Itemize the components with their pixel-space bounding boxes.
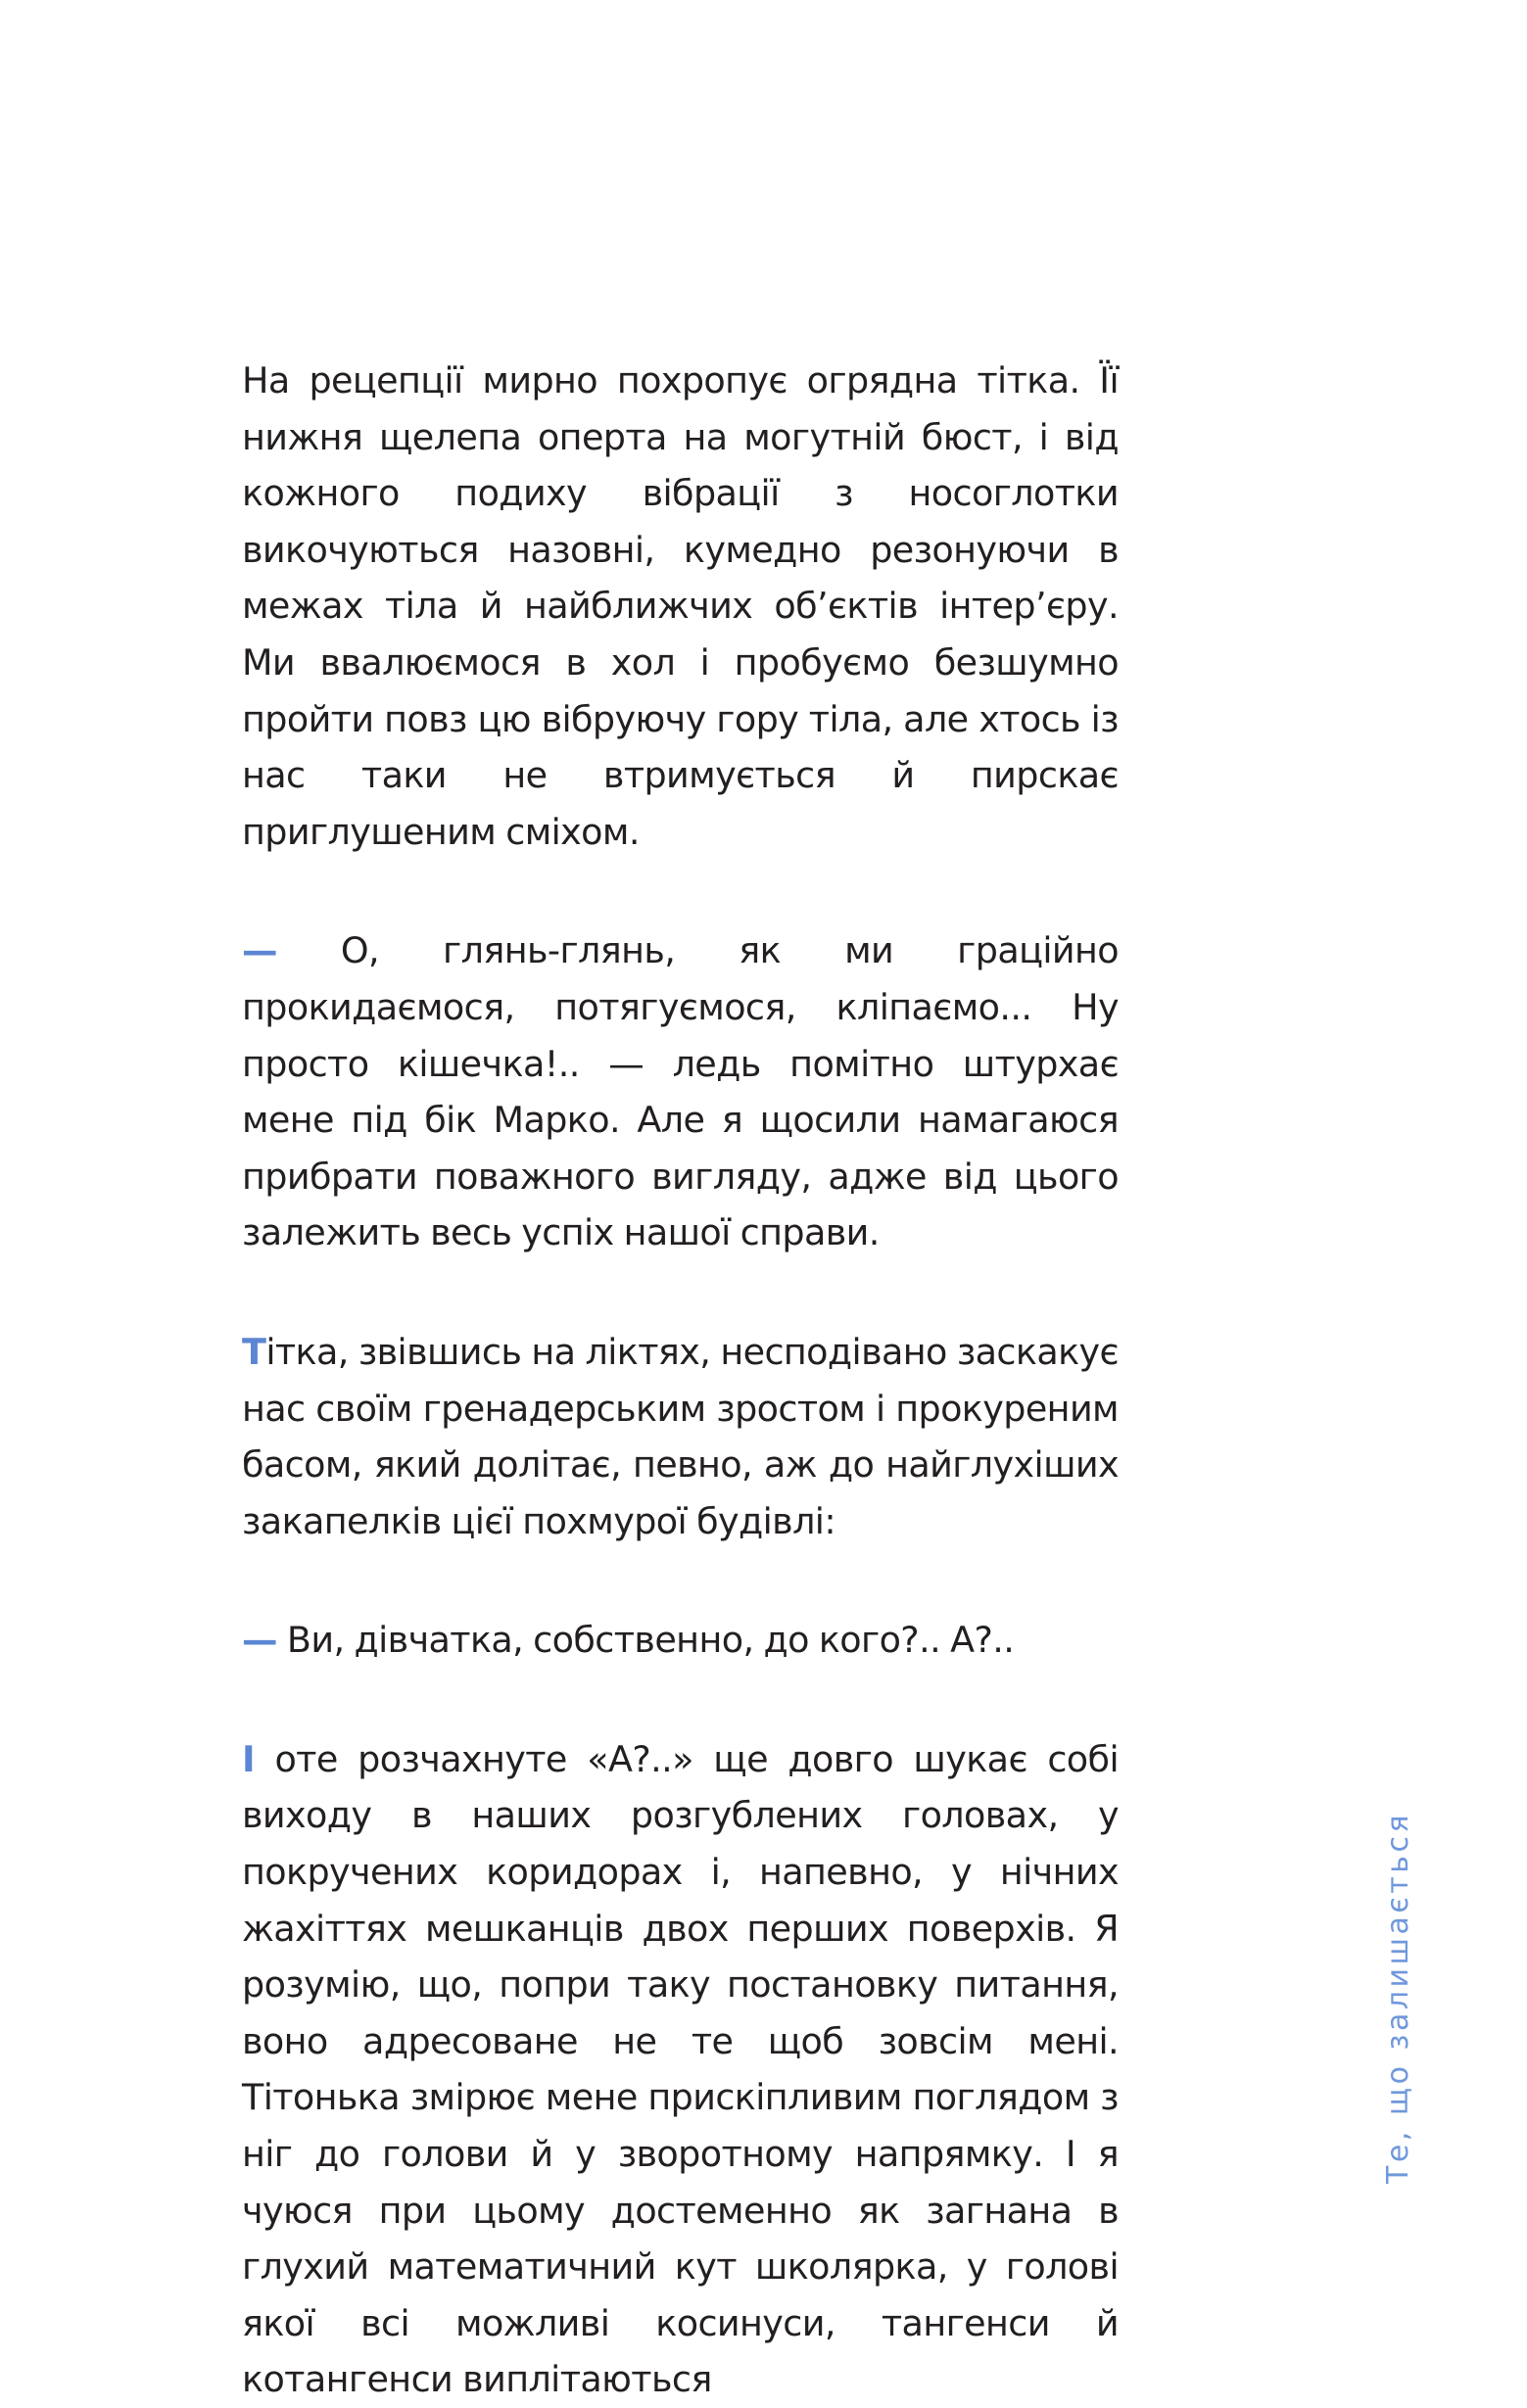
paragraph-1-text: На рецепції мирно похропує огрядна тітка. Її нижня щелепа оперта на могутній бюст, і від кожного подиху вібрації з носоглотки викочуються назовні, кумедно резонуючи в межах тіла й найближчих об’єктів інтер’єру. Ми ввалюємося в хол і пробуємо безшумно пройти повз цю вібруючу гору тіла, але хтось із нас таки не втримується й пирскає приглушеним сміхом.	[242, 359, 1119, 853]
paragraph-4	[242, 1612, 1119, 1669]
paragraph-3-text: ітка, звівшись на ліктях, несподівано заскакує нас своїм гренадерським зростом і прокуреним басом, який долітає, певно, аж до найглухіших закапелків цієї похмурої будівлі:	[242, 1330, 1119, 1542]
paragraph-2	[242, 922, 1119, 1261]
paragraph-5-text: оте розчахнуте «А?..» ще довго шукає собі виходу в наших розгублених головах, у покручених коридорах і, напевно, у нічних жахіттях мешканців двох перших поверхів. Я розумію, що, попри таку постановку питання, воно адресоване не те щоб зовсім мені. Тітонька змірює мене прискіпливим поглядом з ніг до голови й у зворотному напрямку. І я чуюся при цьому достеменно як загнана в глухий математичний кут школярка, у голові якої всі можливі косинуси, тангенси й котангенси виплітаються	[242, 1737, 1119, 2401]
paragraph-2-text: О, глянь-глянь, як ми граційно прокидаємося, потягуємося, кліпаємо... Ну просто кішечка!.. — ледь помітно штурхає мене під бік Марко. Але я щосили намагаюся прибрати поважного вигляду, адже від цього залежить весь успіх нашої справи.	[242, 929, 1119, 1254]
paragraph-5	[242, 1731, 1119, 2408]
paragraph-1	[242, 353, 1119, 860]
accent-initial-letter: Т	[242, 1330, 266, 1373]
paragraph-4-text: Ви, дівчатка, собственно, до кого?.. А?..	[276, 1619, 1015, 1662]
dialogue-dash: —	[242, 929, 277, 972]
accent-initial-letter: І	[242, 1737, 255, 1780]
paragraph-3	[242, 1324, 1119, 1549]
running-title: Те, що залишається	[1381, 1811, 1415, 2184]
dialogue-dash: —	[242, 1619, 277, 1662]
body-text	[242, 353, 1119, 2408]
